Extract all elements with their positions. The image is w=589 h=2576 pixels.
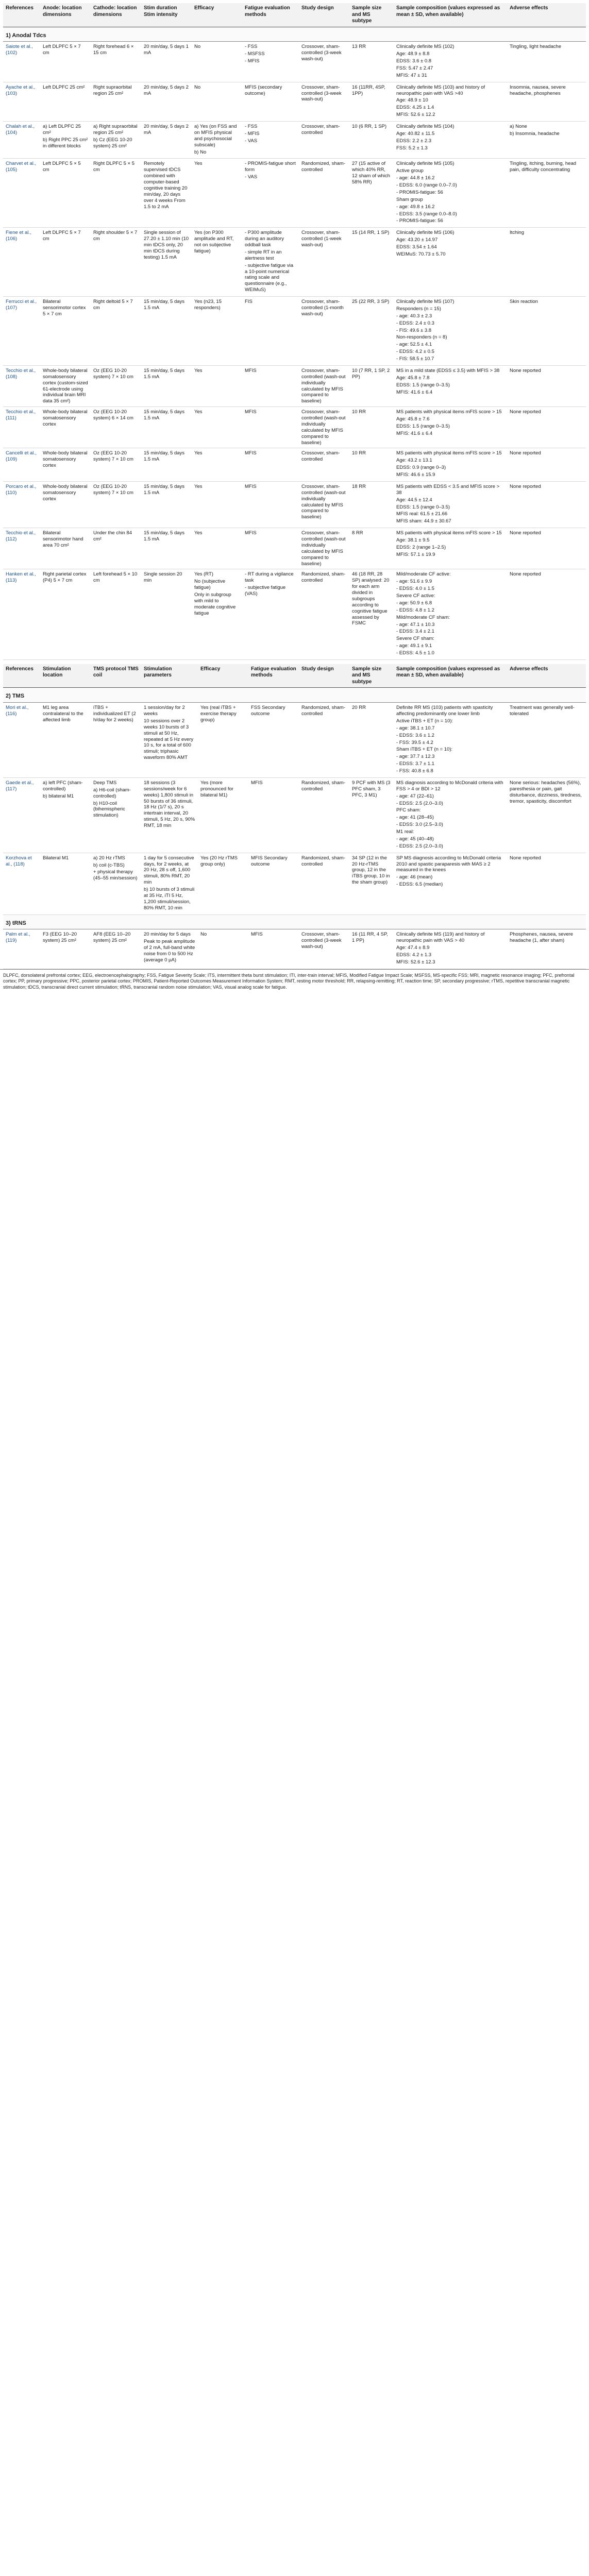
cell-anode: Whole-body bilateral somatosensory cortex [40,407,91,448]
cell-design: Randomized, sham-controlled [299,703,349,778]
cell-stim: 20 min/day, 5 days 2 mA [141,82,192,121]
cell-design: Randomized, sham-controlled [299,777,349,853]
cell-stim: 15 min/day, 5 days 1.5 mA [141,481,192,528]
cell-comp: MS patients with physical items mFIS score > 15 Age: 43.2 ± 13.1 EDSS: 0.9 (range 0–3) MFIS: 46.6 ± 15.9 [394,448,507,482]
table-tdcs [3,3,586,660]
cell-cathode: Under the chin 84 cm² [91,528,141,569]
cell-adverse: Tingling, itching, burning, head pain, difficulty concentrating [507,159,586,228]
table-row [3,569,586,660]
cell-methods: MFIS [242,365,299,406]
cell-sample: 15 (14 RR, 1 SP) [349,228,394,297]
table-header-row [3,3,586,27]
column-header: Sample composition (values expressed as mean ± SD, when available) [394,664,507,688]
cell-params: 1 session/day for 2 weeks 10 sessions over 2 weeks 10 bursts of 3 stimuli at 50 Hz, repeated at 5 Hz every 10 s, for a total of 600 stimuli; triphasic waveform 80% AMT [141,703,198,778]
section-heading: 3) tRNS [3,914,586,929]
cell-cathode: Oz (EEG 10-20 system) 7 × 10 cm [91,481,141,528]
table-row [3,528,586,569]
cell-sample: 10 (6 RR, 1 SP) [349,122,394,159]
cell-loc: a) left PFC (sham-controlled) b) bilateral M1 [40,777,91,853]
cell-adverse: Insomnia, nausea, severe headache, phosphenes [507,82,586,121]
cell-methods: MFIS [248,777,299,853]
cell-design: Randomized, sham-controlled [299,159,349,228]
cell-sample: 16 (11 RR, 4 SP, 1 PP) [349,929,394,969]
cell-sample: 16 (11RR, 4SP, 1PP) [349,82,394,121]
cell-cathode: Right shoulder 5 × 7 cm [91,228,141,297]
column-header: Study design [299,664,349,688]
table-row [3,228,586,297]
cell-design: Randomized, sham-controlled [299,569,349,660]
cell-loc: Bilateral M1 [40,853,91,914]
cell-anode: a) Left DLPFC 25 cm² b) Right PPC 25 cm² in different blocks [40,122,91,159]
cell-efficacy: Yes (n23, 15 responders) [192,297,242,366]
cell-efficacy: Yes [192,528,242,569]
cell-anode: Left DLPFC 5 × 5 cm [40,159,91,228]
cell-comp: Clinically definite MS (107) Responders (n = 15) - age: 40.3 ± 2.3 - EDSS: 2.4 ± 0.3 - FIS: 49.6 ± 3.8 Non-responders (n = 8) - age: 52.5 ± 4.1 - EDSS: 4.2 ± 0.5 - FIS: 58.5 ± 10.7 [394,297,507,366]
table-row [3,297,586,366]
cell-methods: - P300 amplitude during an auditory oddball task - simple RT in an alertness test - subjective fatigue via a 10-point numerical rating scale and questionnaire (e.g., WEIMuS) [242,228,299,297]
cell-methods: - FSS - MSFSS - MFIS [242,42,299,82]
table-row [3,42,586,82]
cell-comp: Definite RR MS (103) patients with spasticity affecting predominantly one lower limb Active iTBS + ET (n = 10): - age: 38.1 ± 10.7 - EDSS: 3.6 ± 1.2 - FSS: 39.5 ± 4.2 Sham iTBS + ET (n = 10): - age: 37.7 ± 12.3 - EDSS: 3.7 ± 1.1 - FSS: 40.8 ± 6.8 [394,703,507,778]
cell-comp: MS diagnosis according to McDonald criteria with FSS > 4 or BDI > 12 - age: 47 (22–61) - EDSS: 2.5 (2.0–3.0) PFC sham: - age: 41 (28–45) - EDSS: 3.0 (2.5–3.0) M1 real: - age: 45 (40–48) - EDSS: 2.5 (2.0–3.0) [394,777,507,853]
cell-cathode: Oz (EEG 10-20 system) 7 × 10 cm [91,365,141,406]
cell-cathode: Oz (EEG 10-20 system) 6 × 14 cm [91,407,141,448]
cell-adverse: Itching [507,228,586,297]
cell-methods: MFIS [248,929,299,969]
cell-design: Crossover, sham-controlled (wash-out individually calculated by MFIS compared to baseline) [299,365,349,406]
cell-cathode: Right DLPFC 5 × 5 cm [91,159,141,228]
cell-anode: Left DLPFC 5 × 7 cm [40,42,91,82]
column-header: Efficacy [198,664,248,688]
cell-design: Crossover, sham-controlled [299,448,349,482]
cell-sample: 46 (18 RR, 28 SP) analysed: 20 for each arm divided in subgroups according to cognitive fatigue assessed by FSMC [349,569,394,660]
cell-ref: Palm et al., (119) [3,929,40,969]
cell-stim: Remotely supervised tDCS combined with computer-based cognitive training 20 min/day, 20 days over 4 weeks From 1.5 to 2 mA [141,159,192,228]
cell-cathode: Right supraorbital region 25 cm² [91,82,141,121]
cell-methods: MFIS [242,528,299,569]
table-row [3,853,586,914]
cell-adverse: Tingling, light headache [507,42,586,82]
cell-design: Crossover, sham-controlled (wash-out individually calculated by MFIS compared to baseline) [299,481,349,528]
cell-efficacy: a) Yes (on FSS and on MFIS physical and psychosocial subscale) b) No [192,122,242,159]
cell-sample: 34 SP (12 in the 20 Hz-rTMS group, 12 in the iTBS group, 10 in the sham group) [349,853,394,914]
cell-comp: Clinically definite MS (119) and history of neuropathic pain with VAS > 40 Age: 47.4 ± 8.9 EDSS: 4.2 ± 1.3 MFIS: 52.6 ± 12.3 [394,929,507,969]
cell-efficacy: Yes [192,407,242,448]
cell-stim: 15 min/day, 5 days 1.5 mA [141,297,192,366]
cell-anode: Bilateral sensorimotor cortex 5 × 7 cm [40,297,91,366]
cell-comp: Clinically definite MS (102) Age: 48.9 ± 8.8 EDSS: 3.6 ± 0.8 FSS: 5.47 ± 2.47 MFIS: 47 ± 31 [394,42,507,82]
cell-efficacy: No [198,929,248,969]
cell-ref: Ayache et al., (103) [3,82,40,121]
cell-ref: Chalah et al., (104) [3,122,40,159]
cell-efficacy: Yes [192,365,242,406]
cell-stim: 20 min/day, 5 days 1 mA [141,42,192,82]
cell-cathode: Oz (EEG 10-20 system) 7 × 10 cm [91,448,141,482]
table-row [3,777,586,853]
cell-sample: 8 RR [349,528,394,569]
cell-stim: 20 min/day, 5 days 2 mA [141,122,192,159]
cell-comp: Clinically definite MS (106) Age: 43.20 ± 14.97 EDSS: 3.54 ± 1.64 WEIMuS: 70.73 ± 5.70 [394,228,507,297]
column-header: Study design [299,3,349,27]
cell-ref: Hanken et al., (113) [3,569,40,660]
cell-stim: 15 min/day, 5 days 1.5 mA [141,528,192,569]
cell-ref: Fiene et al., (106) [3,228,40,297]
cell-sample: 27 (15 active of which 40% RR, 12 sham of which 58% RR) [349,159,394,228]
cell-efficacy: Yes (on P300 amplitude and RT, not on subjective fatigue) [192,228,242,297]
cell-design: Crossover, sham-controlled (3-week wash-out) [299,82,349,121]
cell-efficacy: No [192,82,242,121]
cell-anode: Whole-body bilateral somatosensory cortex (custom-sized 61-electrode using individual brain MRI data 35 cm²) [40,365,91,406]
cell-ref: Charvet et al., (105) [3,159,40,228]
cell-ref: Cancelli et al., (109) [3,448,40,482]
cell-adverse: Phosphenes, nausea, severe headache (1, after sham) [507,929,586,969]
cell-ref: Tecchio et al., (112) [3,528,40,569]
table-tms [3,664,586,969]
cell-efficacy: Yes [192,448,242,482]
cell-sample: 10 RR [349,448,394,482]
cell-sample: 10 (7 RR, 1 SP, 2 PP) [349,365,394,406]
cell-adverse: None reported [507,528,586,569]
cell-ref: Korzhova et al., (118) [3,853,40,914]
column-header: Cathode: location dimensions [91,3,141,27]
column-header: Adverse effects [507,3,586,27]
cell-ref: Mori et al., (116) [3,703,40,778]
cell-adverse: None reported [507,407,586,448]
cell-params: 1 day for 5 consecutive days, for 2 weeks, at 20 Hz, 28 s off, 1,600 stimuli, 80% RMT, 20 min b) 10 bursts of 3 stimuli at 35 Hz, iTI 5 Hz, 1,200 stimuli/session, 80% RMT, 10 min [141,853,198,914]
column-header: TMS protocol TMS coil [91,664,141,688]
column-header: Stimulation location [40,664,91,688]
section-heading: 1) Anodal Tdcs [3,27,586,42]
cell-stim: Single session 20 min [141,569,192,660]
column-header: Anode: location dimensions [40,3,91,27]
section-heading-row [3,688,586,703]
cell-comp: MS in a mild state (EDSS ≤ 3.5) with MFIS > 38 Age: 45.8 ± 7.8 EDSS: 1.5 (range 0–3.5) MFIS: 41.6 ± 6.4 [394,365,507,406]
column-header: Sample size and MS subtype [349,664,394,688]
column-header: Sample size and MS subtype [349,3,394,27]
cell-methods: - PROMIS-fatigue short form - VAS [242,159,299,228]
cell-adverse: None reported [507,853,586,914]
cell-sample: 10 RR [349,407,394,448]
cell-adverse: None serious: headaches (56%), paresthesia or pain, gait disturbance, dizziness, tiredness, tremor, spasticity, discomfort [507,777,586,853]
column-header: Stim duration Stim intensity [141,3,192,27]
table-row [3,448,586,482]
section-heading: 2) TMS [3,688,586,703]
cell-adverse: Skin reaction [507,297,586,366]
cell-stim: Single session of 27.20 ± 1.10 min (10 min tDCS only, 20 min tDCS during testing) 1.5 mA [141,228,192,297]
cell-methods: MFIS Secondary outcome [248,853,299,914]
cell-cathode: a) Right supraorbital region 25 cm² b) Cz (EEG 10-20 system) 25 cm² [91,122,141,159]
cell-sample: 18 RR [349,481,394,528]
table-row [3,159,586,228]
cell-ref: Tecchio et al., (108) [3,365,40,406]
cell-proto: iTBS + individualized ET (2 h/day for 2 weeks) [91,703,141,778]
cell-efficacy: Yes (20 Hz rTMS group only) [198,853,248,914]
table-footnote: DLPFC, dorsolateral prefrontal cortex; EEG, electroencephalography; FSS, Fatigue Severity Scale; ITS, intermittent theta burst stimulation; ITI, inter-train interval; MFIS, Modified Fatigue Impact Scale; MSFSS, MS-specific FSS; MRI, magnetic resonance imaging; PFC, prefrontal cortex; PP, primary progressive; PPC, posterior parietal cortex; PROMIS, Patient-Reported Outcomes Measurement Information System; RMT, resting motor threshold; RR, relapsing-remitting; RT, reaction time; SP, secondary progressive; rTMS, repetitive transcranial magnetic stimulation; tDCS, transcranial direct current stimulation; tRNS, transcranial random noise stimulation; VAS, visual analog scale for fatigue. [0,969,589,994]
table-row [3,481,586,528]
cell-efficacy: No [192,42,242,82]
cell-design: Crossover, sham-controlled (1-month wash-out) [299,297,349,366]
cell-proto: Deep TMS a) H6-coil (sham-controlled) b) H10-coil (bihemispheric stimulation) [91,777,141,853]
cell-methods: - RT during a vigilance task - subjective fatigue (VAS) [242,569,299,660]
cell-design: Crossover, sham-controlled (3-week wash-out) [299,929,349,969]
cell-efficacy: Yes (more pronounced for bilateral M1) [198,777,248,853]
cell-ref: Gaede et al., (117) [3,777,40,853]
table-row [3,365,586,406]
column-header: Efficacy [192,3,242,27]
cell-stim: 15 min/day, 5 days 1.5 mA [141,448,192,482]
cell-cathode: Right forehead 6 × 15 cm [91,42,141,82]
section-heading-row [3,914,586,929]
cell-adverse: None reported [507,569,586,660]
section-heading-row [3,27,586,42]
cell-comp: Clinically definite MS (103) and history of neuropathic pain with VAS >40 Age: 48.9 ± 10 EDSS: 4.25 ± 1.4 MFIS: 52.6 ± 12.2 [394,82,507,121]
cell-design: Crossover, sham-controlled (3-week wash-out) [299,42,349,82]
column-header: Sample composition (values expressed as mean ± SD, when available) [394,3,507,27]
column-header: References [3,664,40,688]
cell-adverse: a) None b) Insomnia, headache [507,122,586,159]
document [0,0,589,969]
cell-methods: FSS Secondary outcome [248,703,299,778]
column-header: Fatigue evaluation methods [242,3,299,27]
cell-anode: Whole-body bilateral somatosensory cortex [40,481,91,528]
cell-comp: MS patients with physical items mFIS score > 15 Age: 45.8 ± 7.6 EDSS: 1.5 (range 0–3.5) MFIS: 41.6 ± 6.4 [394,407,507,448]
cell-adverse: None reported [507,448,586,482]
cell-design: Crossover, sham-controlled (1-week wash-out) [299,228,349,297]
cell-cathode: Right deltoid 5 × 7 cm [91,297,141,366]
cell-ref: Ferrucci et al., (107) [3,297,40,366]
cell-anode: Left DLPFC 25 cm² [40,82,91,121]
cell-cathode: Left forehead 5 × 10 cm [91,569,141,660]
cell-anode: Whole-body bilateral somatosensory cortex [40,448,91,482]
column-header: Stimulation parameters [141,664,198,688]
cell-design: Crossover, sham-controlled (wash-out individually calculated by MFIS compared to baseline) [299,407,349,448]
cell-methods: MFIS [242,448,299,482]
cell-loc: F3 (EEG 10–20 system) 25 cm² [40,929,91,969]
table-row [3,82,586,121]
cell-comp: SP MS diagnosis according to McDonald criteria 2010 and spastic paraparesis with MAS ≥ 2 measured in the knees - age: 46 (mean) - EDSS: 6.5 (median) [394,853,507,914]
column-header: Fatigue evaluation methods [248,664,299,688]
cell-methods: FIS [242,297,299,366]
cell-loc: M1 leg area contralateral to the affected limb [40,703,91,778]
cell-proto: a) 20 Hz rTMS b) coil (c-TBS) + physical therapy (45–55 min/session) [91,853,141,914]
cell-efficacy: Yes [192,159,242,228]
cell-comp: MS patients with EDSS < 3.5 and MFIS score > 38 Age: 44.5 ± 12.4 EDSS: 1.5 (range 0–3.5) MFIS real: 61.5 ± 21.66 MFIS sham: 44.9 ± 30.67 [394,481,507,528]
cell-methods: MFIS [242,407,299,448]
cell-params: 18 sessions (3 sessions/week for 6 weeks) 1,800 stimuli in 50 bursts of 36 stimuli, 18 Hz (1/7 s), 20 s intertrain interval, 20 stimuli, 5 Hz, 20 s, 90% RMT, 18 min [141,777,198,853]
cell-ref: Porcaro et al., (110) [3,481,40,528]
cell-adverse: Treatment was generally well-tolerated [507,703,586,778]
cell-stim: 15 min/day, 5 days 1.5 mA [141,365,192,406]
cell-design: Crossover, sham-controlled (wash-out individually calculated by MFIS compared to baseline) [299,528,349,569]
cell-sample: 25 (22 RR, 3 SP) [349,297,394,366]
cell-comp: Clinically definite MS (104) Age: 40.82 ± 11.5 EDSS: 2.2 ± 2.3 FSS: 5.2 ± 1.3 [394,122,507,159]
cell-comp: MS patients with physical items mFIS score > 15 Age: 38.1 ± 9.5 EDSS: 2 (range 1–2.5) MFIS: 57.1 ± 19.9 [394,528,507,569]
cell-sample: 13 RR [349,42,394,82]
cell-efficacy: Yes (RT) No (subjective fatigue) Only in subgroup with mild to moderate cognitive fatigue [192,569,242,660]
cell-params: 20 min/day for 5 days Peak to peak amplitude of 2 mA, full-band white noise from 0 to 500 Hz (average 0 µA) [141,929,198,969]
table-row [3,407,586,448]
cell-methods: - FSS - MFIS - VAS [242,122,299,159]
table-row [3,703,586,778]
column-header: Adverse effects [507,664,586,688]
cell-sample: 20 RR [349,703,394,778]
cell-anode: Right parietal cortex (P4) 5 × 7 cm [40,569,91,660]
cell-efficacy: Yes [192,481,242,528]
cell-adverse: None reported [507,365,586,406]
cell-methods: MFIS (secondary outcome) [242,82,299,121]
cell-comp: Clinically definite MS (105) Active group - age: 44.8 ± 16.2 - EDSS: 6.0 (range 0.0–7.0) - PROMIS-fatigue: 56 Sham group - age: 49.8 ± 16.2 - EDSS: 3.5 (range 0.0–8.0) - PROMIS-fatigue: 56 [394,159,507,228]
cell-design: Randomized, sham-controlled [299,853,349,914]
cell-anode: Left DLPFC 5 × 7 cm [40,228,91,297]
cell-comp: Mild/moderate CF active: - age: 51.6 ± 9.9 - EDSS: 4.0 ± 1.5 Severe CF active: - age: 50.9 ± 6.8 - EDSS: 4.8 ± 1.2 Mild/moderate CF sham: - age: 47.1 ± 10.3 - EDSS: 3.4 ± 2.1 Severe CF sham: - age: 49.1 ± 9.1 - EDSS: 4.5 ± 1.0 [394,569,507,660]
table-row [3,929,586,969]
cell-design: Crossover, sham-controlled [299,122,349,159]
cell-methods: MFIS [242,481,299,528]
cell-adverse: None reported [507,481,586,528]
cell-sample: 9 PCF with MS (3 PFC sham, 3 PFC, 3 M1) [349,777,394,853]
cell-anode: Bilateral sensorimotor hand area 70 cm² [40,528,91,569]
cell-ref: Saiote et al., (102) [3,42,40,82]
cell-stim: 15 min/day, 5 days 1.5 mA [141,407,192,448]
cell-efficacy: Yes (real iTBS + exercise therapy group) [198,703,248,778]
table-row [3,122,586,159]
table-header-row [3,664,586,688]
cell-ref: Tecchio et al., (111) [3,407,40,448]
column-header: References [3,3,40,27]
cell-proto: AF8 (EEG 10–20 system) 25 cm² [91,929,141,969]
